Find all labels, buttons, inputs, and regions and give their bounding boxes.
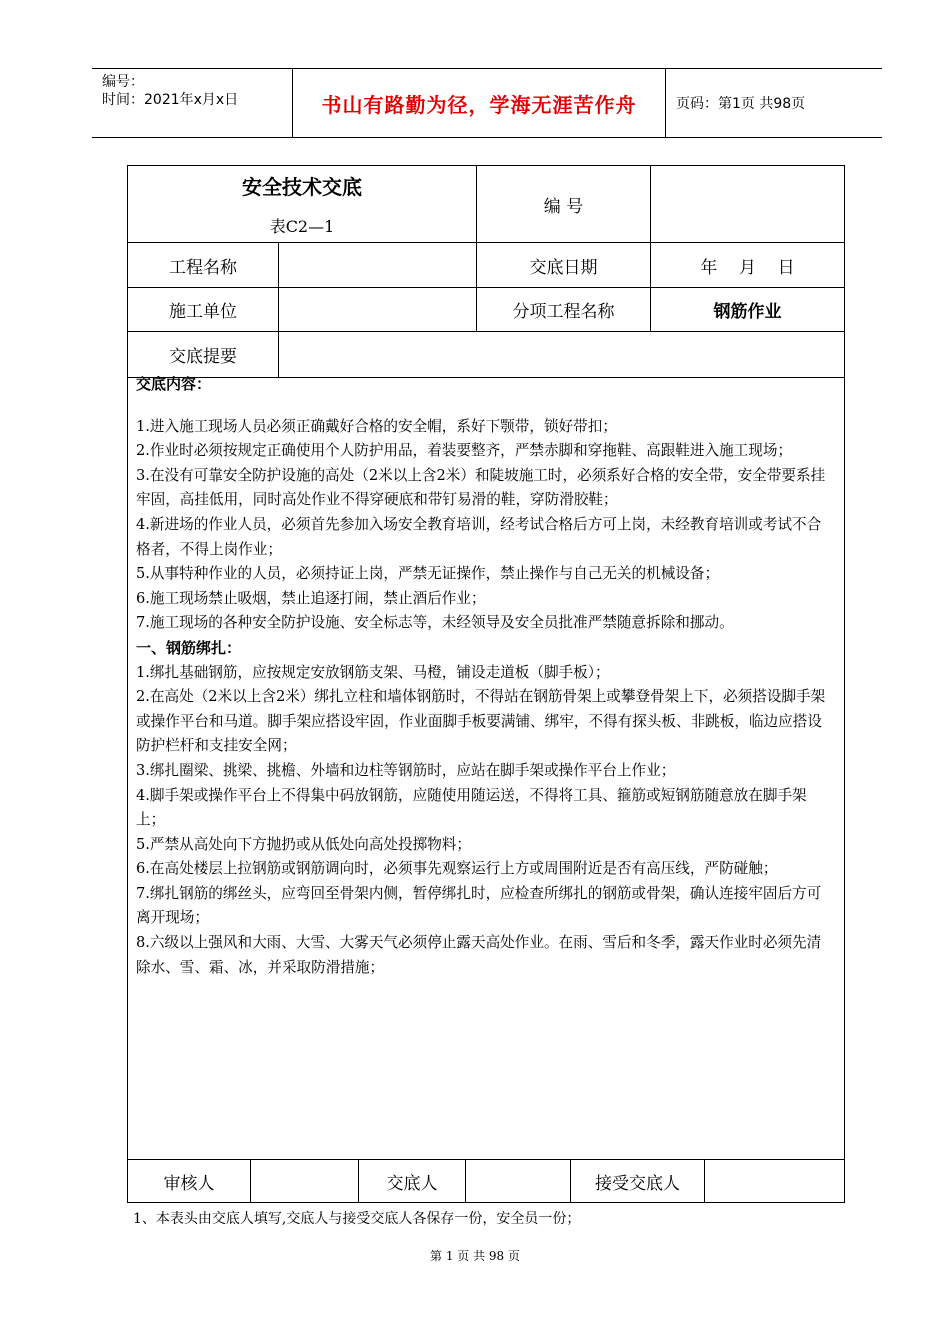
list-item: 5.从事特种作业的人员，必须持证上岗，严禁无证操作，禁止操作与自己无关的机械设备； xyxy=(136,565,720,583)
list-item: 5.严禁从高处向下方抛扔或从低处向高处投掷物料； xyxy=(136,835,471,853)
list-item: 2.在高处（2米以上含2米）绑扎立柱和墙体钢筋时，不得站在钢筋骨架上或攀登骨架上下，必须搭设脚手架或操作平台和马道。脚手架应搭设牢固，作业面脚手板要满铺、绑牢，不得有探头板、非跳板，临边应搭设防护栏杆和支挂安全网； xyxy=(136,688,826,755)
list-item: 7.施工现场的各种安全防护设施、安全标志等，未经领导及安全员批准严禁随意拆除和挪动。 xyxy=(136,614,734,632)
list-item: 4.新进场的作业人员，必须首先参加入场安全教育培训，经考试合格后方可上岗，未经教育培训或考试不合格者，不得上岗作业； xyxy=(136,515,822,558)
list-item: 6.施工现场禁止吸烟，禁止追逐打闹，禁止酒后作业； xyxy=(136,589,486,607)
header-page-info: 页码：第1页 共98页 xyxy=(676,96,806,112)
list-item: 7.绑扎钢筋的绑丝头，应弯回至骨架内侧，暂停绑扎时，应检查所绑扎的钢筋或骨架，确认连接牢固后方可离开现场； xyxy=(136,884,822,927)
header-meta-cell xyxy=(92,69,293,137)
col-divider xyxy=(278,242,279,377)
list-item: 8.六级以上强风和大雨、大雪、大雾天气必须停止露天高处作业。在雨、雪后和冬季，露天作业时必须先清除水、雪、霜、冰，并采取防滑措施； xyxy=(136,934,822,976)
list-item: 2.作业时必须按规定正确使用个人防护用品，着装要整齐，严禁赤脚和穿拖鞋、高跟鞋进入施工现场； xyxy=(136,442,793,460)
list-item: 1.进入施工现场人员必须正确戴好合格的安全帽，系好下颚带，锁好带扣； xyxy=(136,417,617,435)
form-subtitle: 表C2—1 xyxy=(269,217,335,236)
subproject-value: 钢筋作业 xyxy=(713,302,782,322)
col-divider xyxy=(704,1159,705,1203)
date-label: 交底日期 xyxy=(529,257,598,278)
header-number-label: 编号： xyxy=(102,74,144,90)
subproject-label: 分项工程名称 xyxy=(512,302,615,322)
list-item: 6.在高处楼层上拉钢筋或钢筋调向时，必须事先观察运行上方或周围附近是否有高压线，严防碰触； xyxy=(136,860,778,878)
summary-label: 交底提要 xyxy=(169,347,237,367)
page-header xyxy=(92,68,882,138)
list-item: 3.绑扎圈梁、挑梁、挑檐、外墙和边柱等钢筋时，应站在脚手架或操作平台上作业； xyxy=(136,761,676,779)
form-title: 安全技术交底 xyxy=(242,175,362,199)
list-item: 4.脚手架或操作平台上不得集中码放钢筋，应随使用随运送，不得将工具、箍筋或短钢筋随意放在脚手架上； xyxy=(136,786,807,829)
project-name-label: 工程名称 xyxy=(169,257,237,278)
form-title-cell xyxy=(128,166,476,242)
col-divider xyxy=(465,1159,466,1203)
col-divider xyxy=(250,1159,251,1203)
unit-label: 施工单位 xyxy=(169,302,237,322)
reviewer-label: 审核人 xyxy=(163,1173,215,1194)
content-heading: 交底内容： xyxy=(136,375,212,393)
header-page-cell xyxy=(666,69,882,137)
page-footer: 第 1 页 共 98 页 xyxy=(430,1249,520,1263)
section-title: 一、钢筋绑扎： xyxy=(136,638,242,657)
list-item: 1.绑扎基础钢筋，应按规定安放钢筋支架、马橙，铺设走道板（脚手板）； xyxy=(136,663,610,681)
date-value: 年 月 日 xyxy=(700,257,795,278)
header-time: 时间：2021年x月x日 xyxy=(102,92,239,108)
disclosure-form xyxy=(127,165,845,1203)
disclosure-content xyxy=(136,375,826,980)
list-item: 3.在没有可靠安全防护设施的高处（2米以上含2米）和陡坡施工时，必须系好合格的安全带，安全带要系挂牢固，高挂低用，同时高处作业不得穿硬底和带钉易滑的鞋，穿防滑胶鞋； xyxy=(136,466,826,509)
header-motto: 书山有路勤为径，学海无涯苦作舟 xyxy=(321,92,637,117)
receiver-label: 接受交底人 xyxy=(595,1173,680,1194)
header-motto-cell xyxy=(293,69,666,137)
discloser-label: 交底人 xyxy=(386,1173,438,1194)
number-label: 编 号 xyxy=(543,196,584,217)
form-note: 1、本表头由交底人填写,交底人与接受交底人各保存一份，安全员一份； xyxy=(133,1211,581,1227)
